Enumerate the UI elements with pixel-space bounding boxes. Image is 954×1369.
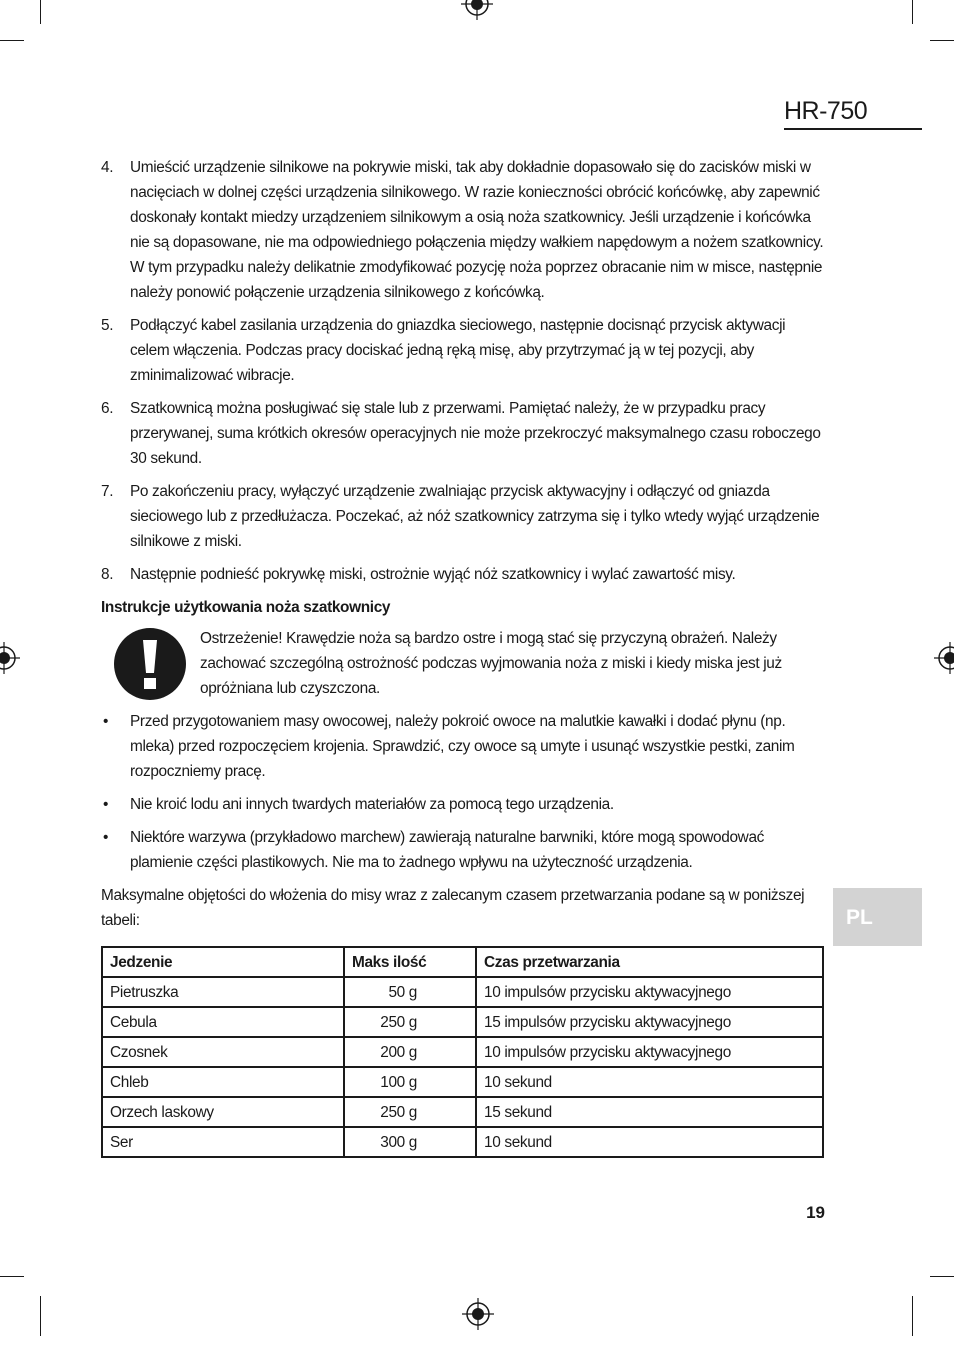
bullet-mark: • (103, 713, 109, 730)
bullet-mark: • (103, 796, 109, 813)
model-title: HR-750 (784, 96, 922, 130)
crop-mark (930, 1276, 954, 1277)
cell-food: Ser (102, 1127, 344, 1157)
registration-mark-icon (462, 1298, 494, 1330)
cell-food: Czosnek (102, 1037, 344, 1067)
table-header-row (102, 947, 823, 977)
step-number: 5. (101, 317, 114, 334)
cell-time: 10 impulsów przycisku aktywacyjnego (476, 1037, 823, 1067)
cell-amount: 250 g (344, 1097, 476, 1127)
table-row (102, 1097, 823, 1127)
table-row (102, 1067, 823, 1097)
language-tab (833, 888, 922, 946)
cell-time: 15 sekund (476, 1097, 823, 1127)
list-item (101, 825, 826, 875)
step-number: 7. (101, 483, 114, 500)
cell-food: Pietruszka (102, 977, 344, 1007)
table-row (102, 977, 823, 1007)
section-title: Instrukcje użytkowania noża szatkownicy (101, 599, 391, 616)
column-header-time: Czas przetwarzania (476, 947, 823, 977)
step-5 (101, 313, 826, 388)
cell-time: 10 impulsów przycisku aktywacyjnego (476, 977, 823, 1007)
table-row (102, 1037, 823, 1067)
table-row (102, 1127, 823, 1157)
cell-amount: 50 g (344, 977, 476, 1007)
crop-mark (0, 40, 24, 41)
cell-time: 10 sekund (476, 1127, 823, 1157)
bullet-text: Nie kroić lodu ani innych twardych materiałów za pomocą tego urządzenia. (130, 796, 614, 813)
column-header-amount: Maks ilość (344, 947, 476, 977)
list-item (101, 792, 826, 817)
step-text: Szatkownicą można posługiwać się stale lub z przerwami. Pamiętać należy, że w przypadku pracy przerywanej, suma krótkich okresów operacyjnych nie może przekroczyć maksymalnego czasu roboczego 30 sekund. (130, 400, 821, 467)
cell-amount: 250 g (344, 1007, 476, 1037)
warning-text: Ostrzeżenie! Krawędzie noża są bardzo ostre i mogą stać się przyczyną obrażeń. Należy zachować szczególną ostrożność podczas wyjmowania noża z miski i kiedy miska jest już opróżniana lub czyszczona. (200, 630, 782, 697)
cell-amount: 200 g (344, 1037, 476, 1067)
step-8 (101, 562, 826, 587)
bullet-text: Niektóre warzywa (przykładowo marchew) zawierają naturalne barwniki, które mogą spowodować plamienie części plastikowych. Nie ma to żadnego wpływu na użyteczność urządzenia. (130, 829, 764, 871)
registration-mark-icon (934, 642, 954, 674)
cell-amount: 100 g (344, 1067, 476, 1097)
bullet-mark: • (103, 829, 109, 846)
column-header-food: Jedzenie (102, 947, 344, 977)
cell-time: 15 impulsów przycisku aktywacyjnego (476, 1007, 823, 1037)
cell-food: Cebula (102, 1007, 344, 1037)
processing-table (101, 946, 824, 1158)
registration-mark-icon (461, 0, 493, 20)
crop-mark (40, 1296, 41, 1336)
crop-mark (40, 0, 41, 24)
list-item (101, 709, 826, 784)
cell-time: 10 sekund (476, 1067, 823, 1097)
crop-mark (930, 40, 954, 41)
page-number: 19 (806, 1203, 825, 1222)
bullet-text: Przed przygotowaniem masy owocowej, należy pokroić owoce na malutkie kawałki i dodać płynu (np. mleka) przed rozpoczęciem krojenia. Sprawdzić, czy owoce są umyte i usunąć wszystkie pestki, zanim rozpoczniemy pracę. (130, 713, 795, 780)
warning-block (101, 626, 826, 701)
crop-mark (912, 1296, 913, 1336)
step-text: Następnie podnieść pokrywkę miski, ostrożnie wyjąć nóż szatkownicy i wylać zawartość misy. (130, 566, 736, 583)
cell-amount: 300 g (344, 1127, 476, 1157)
cell-food: Chleb (102, 1067, 344, 1097)
language-tab-label: PL (846, 906, 873, 929)
step-7 (101, 479, 826, 554)
registration-mark-icon (0, 642, 20, 674)
crop-mark (912, 0, 913, 24)
cell-food: Orzech laskowy (102, 1097, 344, 1127)
step-text: Umieścić urządzenie silnikowe na pokrywie miski, tak aby dokładnie dopasowało się do zacisków miski w nacięciach w dolnej części urządzenia silnikowego. W razie konieczności obrócić końcówkę, aby zapewnić doskonały kontakt miedzy urządzeniem silnikowym a osią noża szatkownicy. Jeśli urządzenie i końcówka nie są dopasowane, nie ma odpowiedniego połączenia między wałkiem napędowym a nożem szatkownicy. W tym przypadku należy delikatnie zmodyfikować pozycję noża poprzez obracanie nim w misce, następnie należy ponowić połączenie urządzenia silnikowego z końcówką. (130, 159, 824, 301)
table-row (102, 1007, 823, 1037)
crop-mark (0, 1276, 24, 1277)
table-intro: Maksymalne objętości do włożenia do misy wraz z zalecanym czasem przetwarzania podane są w poniższej tabeli: (101, 887, 805, 929)
exclamation-icon (114, 628, 186, 700)
step-number: 8. (101, 566, 114, 583)
step-6 (101, 396, 826, 471)
step-number: 4. (101, 159, 114, 176)
step-text: Podłączyć kabel zasilania urządzenia do gniazdka sieciowego, następnie docisnąć przycisk aktywacji celem włączenia. Podczas pracy dociskać jedną ręką misę, aby przytrzymać ją w tej pozycji, aby zminimalizować wibracje. (130, 317, 786, 384)
step-4 (101, 155, 826, 305)
step-text: Po zakończeniu pracy, wyłączyć urządzenie zwalniając przycisk aktywacyjny i odłączyć od gniazda sieciowego lub z przedłużacza. Poczekać, aż nóż szatkownicy zatrzyma się i tylko wtedy wyjąć urządzenie silnikowe z miski. (130, 483, 820, 550)
step-number: 6. (101, 400, 114, 417)
page-content (101, 155, 826, 1158)
